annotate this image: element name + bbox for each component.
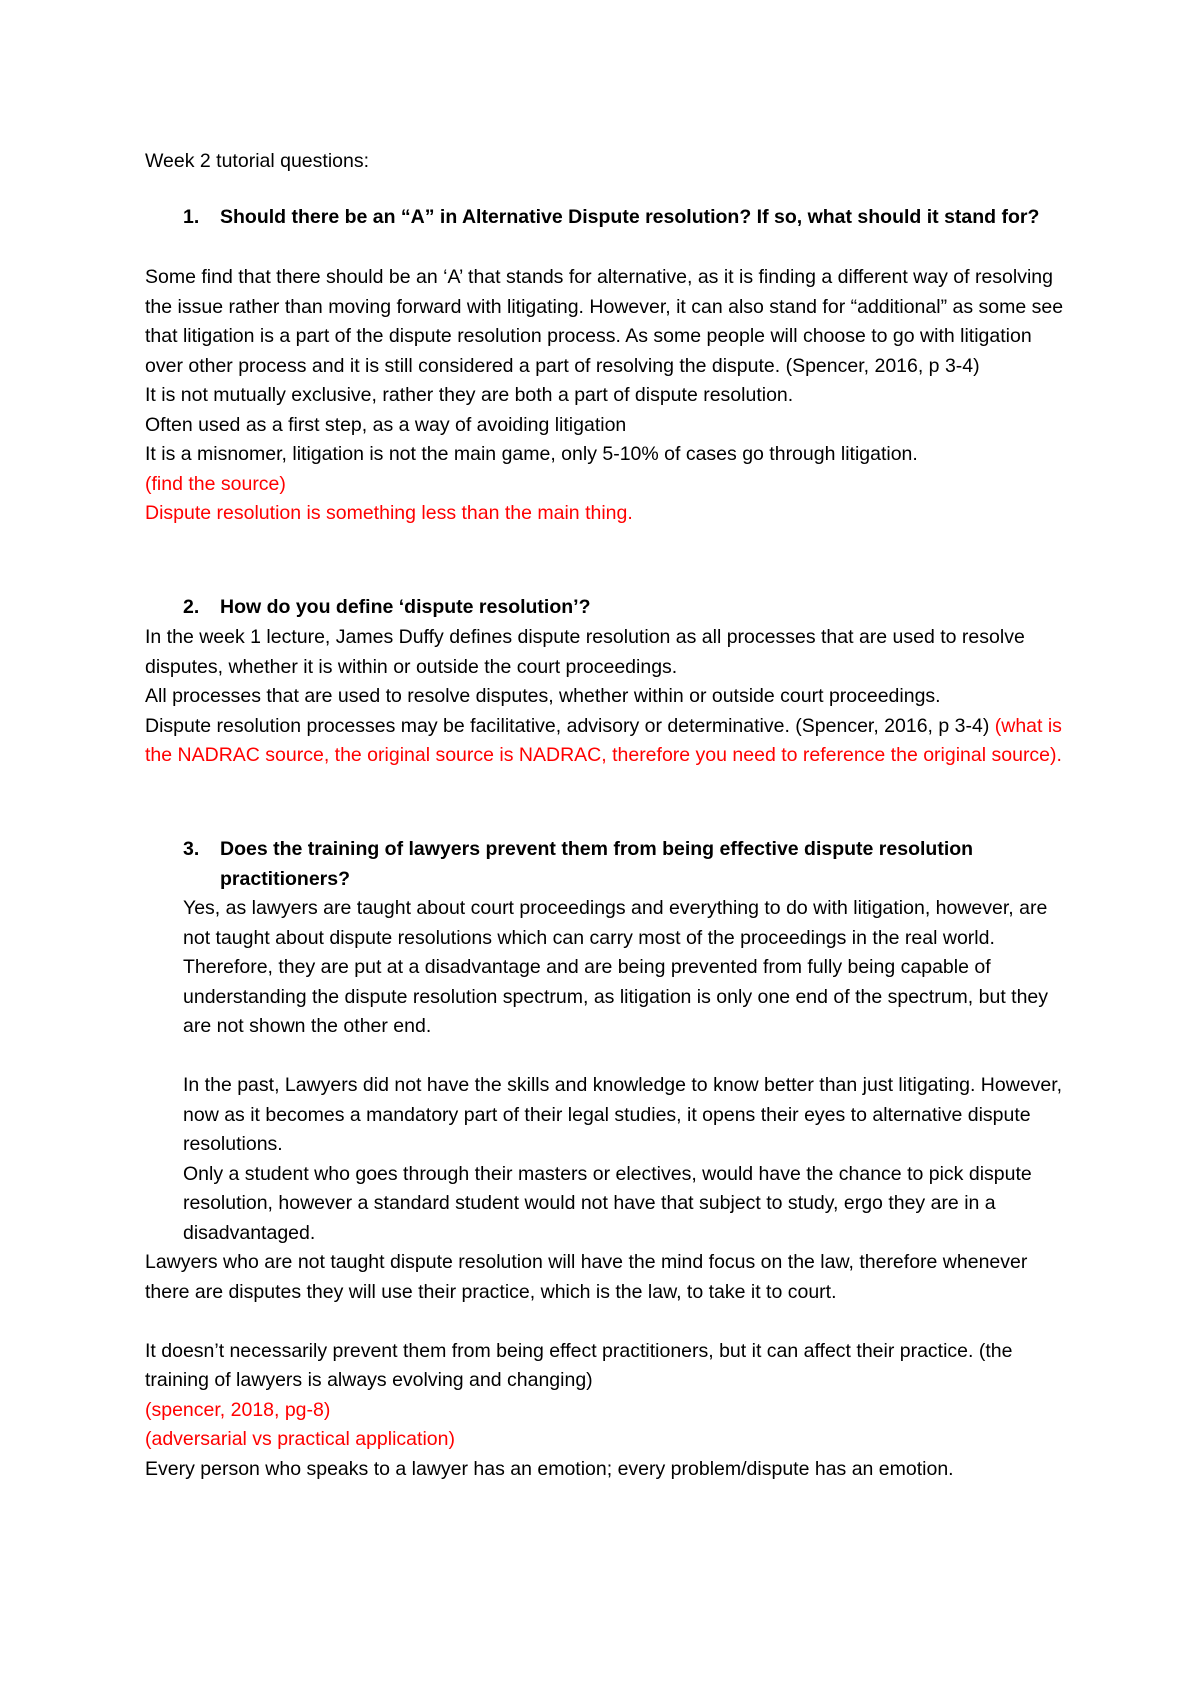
document-title: Week 2 tutorial questions: xyxy=(145,150,370,172)
question-2-answer-block xyxy=(145,623,1075,771)
question-1-line-2: It is not mutually exclusive, rather they are both a part of dispute resolution. xyxy=(145,384,794,406)
question-3-indented-block xyxy=(183,894,1073,1248)
question-2-line-3: Dispute resolution processes may be facilitative, advisory or determinative. (Spencer, 2016, p 3-4) xyxy=(145,714,990,737)
question-2-number: 2. xyxy=(183,596,200,618)
question-3-paragraph-3: Only a student who goes through their masters or electives, would have the chance to pick dispute resolution, however a standard student would not have that subject to study, ergo they are in a disadvantaged. xyxy=(183,1162,1032,1244)
question-2-comment-nadrac: (what is the NADRAC source, the original source is NADRAC, therefore you need to reference the original source). xyxy=(145,714,1062,766)
question-1-answer-block xyxy=(145,263,1075,529)
question-1-number: 1. xyxy=(183,206,200,228)
question-2-line-3-wrap xyxy=(145,712,1075,771)
question-3-comment-spencer: (spencer, 2018, pg-8) xyxy=(145,1398,331,1421)
question-2-heading: How do you define ‘dispute resolution’? xyxy=(220,596,591,618)
spacer xyxy=(183,1042,1073,1072)
question-1-comment-main-thing: Dispute resolution is something less than the main thing. xyxy=(145,502,633,524)
question-3-answer-block xyxy=(145,1248,1075,1484)
question-1-heading: Should there be an “A” in Alternative Dispute resolution? If so, what should it stand for? xyxy=(220,206,1040,228)
question-3-paragraph-1: Yes, as lawyers are taught about court proceedings and everything to do with litigation, however, are not taught about dispute resolutions which can carry most of the proceedings in the real world. Therefore, they are put at a disadvantage and are being prevented from fully being capable of understanding the dispute resolution spectrum, as litigation is only one end of the spectrum, but they are not shown the other end. xyxy=(183,897,1049,1037)
question-3-paragraph-6: Every person who speaks to a lawyer has an emotion; every problem/dispute has an emotion. xyxy=(145,1457,954,1480)
question-1-line-4: It is a misnomer, litigation is not the main game, only 5-10% of cases go through litigation. xyxy=(145,443,918,465)
question-3-heading: Does the training of lawyers prevent them from being effective dispute resolution practitioners? xyxy=(220,838,974,890)
question-1-comment-source: (find the source) xyxy=(145,472,286,495)
question-1-line-3: Often used as a first step, as a way of avoiding litigation xyxy=(145,413,627,436)
question-1-answer: Some find that there should be an ‘A’ that stands for alternative, as it is finding a different way of resolving the issue rather than moving forward with litigating. However, it can also stand for “additional” as some see that litigation is a part of the dispute resolution process. As some people will choose to go with litigation over other process and it is still considered a part of resolving the dispute. (Spencer, 2016, p 3-4) xyxy=(145,266,1064,377)
question-3-paragraph-4: Lawyers who are not taught dispute resolution will have the mind focus on the law, therefore whenever there are disputes they will use their practice, which is the law, to take it to court. xyxy=(145,1251,1028,1303)
question-3-paragraph-2: In the past, Lawyers did not have the skills and knowledge to know better than just litigating. However, now as it becomes a mandatory part of their legal studies, it opens their eyes to alternative dispute resolutions. xyxy=(183,1074,1063,1155)
question-3-comment-adversarial: (adversarial vs practical application) xyxy=(145,1428,455,1450)
question-3-number: 3. xyxy=(183,838,200,860)
question-3-paragraph-5: It doesn’t necessarily prevent them from being effect practitioners, but it can affect their practice. (the training of lawyers is always evolving and changing) xyxy=(145,1339,1013,1391)
question-2-answer: In the week 1 lecture, James Duffy defines dispute resolution as all processes that are used to resolve disputes, whether it is within or outside the court proceedings. xyxy=(145,626,1025,678)
spacer xyxy=(145,1307,1075,1337)
question-2-line-2: All processes that are used to resolve disputes, whether within or outside court proceedings. xyxy=(145,685,941,707)
